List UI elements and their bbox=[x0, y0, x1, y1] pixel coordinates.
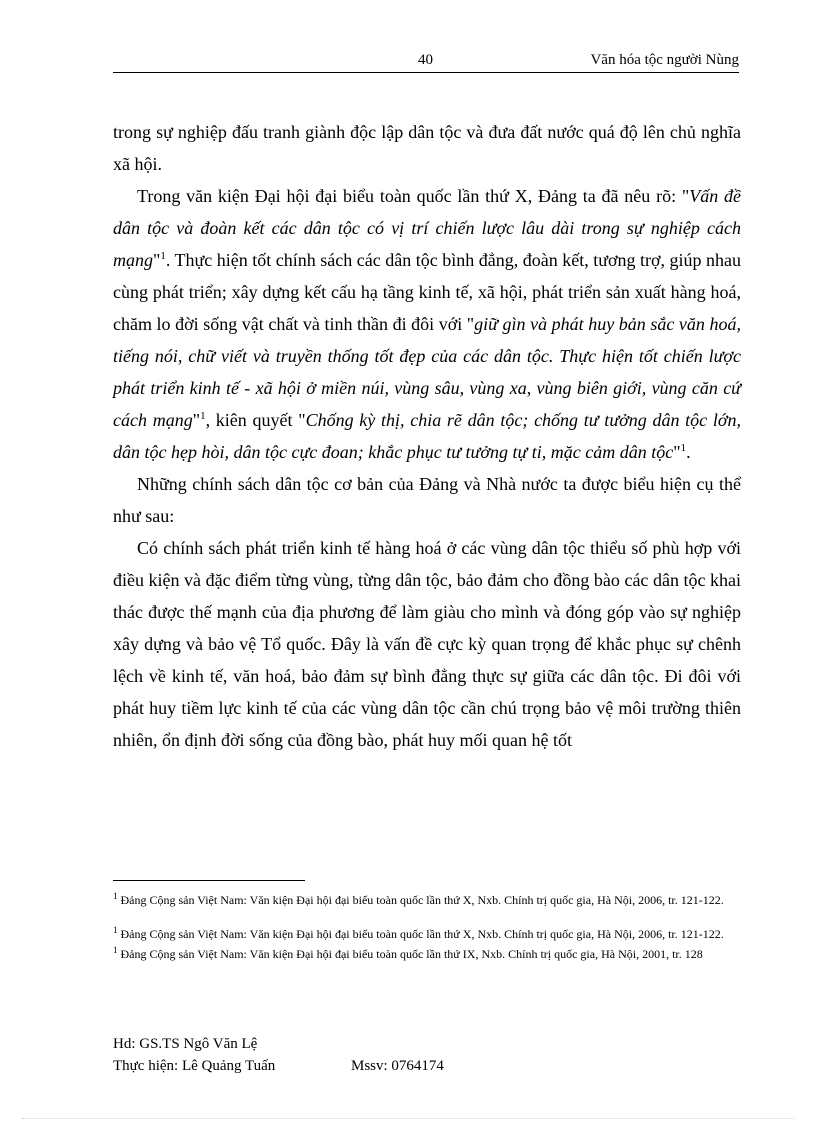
paragraph-4: Có chính sách phát triển kinh tế hàng hoá ở các vùng dân tộc thiểu số phù hợp với điều kiện và đặc điểm từng vùng, từng dân tộc, bảo đảm cho đồng bào các dân tộc khai thác được thế mạnh của địa phương để làm giàu cho mình và đóng góp vào sự nghiệp xây dựng và bảo vệ Tổ quốc. Đây là vấn đề cực kỳ quan trọng để khắc phục sự chênh lệch về kinh tế, văn hoá, bảo đảm sự bình đẳng thực sự giữa các dân tộc. Đi đôi với phát huy tiềm lực kinh tế của các vùng dân tộc cần chú trọng bảo vệ môi trường thiên nhiên, ổn định đời sống của đồng bào, phát huy mối quan hệ tốt bbox=[113, 538, 741, 750]
p2-quote-3: Chống kỳ thị, chia rẽ dân tộc; chống tư tưởng dân tộc lớn, dân tộc hẹp hòi, dân tộc cực đoan; khắc phục tư tưởng tự ti, mặc cảm dân tộc bbox=[113, 410, 741, 462]
p2-text-6: " bbox=[673, 442, 681, 462]
footnote-separator bbox=[113, 880, 305, 881]
page-footer bbox=[113, 1033, 444, 1077]
footnote-2-mark: 1 bbox=[113, 925, 118, 935]
page-number: 40 bbox=[418, 52, 433, 68]
p2-text-4: " bbox=[192, 410, 201, 430]
footnote-1-text: Đảng Cộng sản Việt Nam: Văn kiện Đại hội đại biểu toàn quốc lần thứ X, Nxb. Chính trị quốc gia, Hà Nội, 2006, tr. 121-122. bbox=[120, 893, 724, 907]
page-header bbox=[113, 52, 739, 73]
footnote-ref-2: 1 bbox=[200, 410, 206, 422]
footnotes bbox=[113, 888, 741, 962]
p2-text-1: Trong văn kiện Đại hội đại biểu toàn quốc lần thứ X, Đảng ta đã nêu rõ: " bbox=[137, 186, 690, 206]
footnote-2-text: Đảng Cộng sản Việt Nam: Văn kiện Đại hội đại biểu toàn quốc lần thứ X, Nxb. Chính trị quốc gia, Hà Nội, 2006, tr. 121-122. bbox=[120, 927, 724, 941]
author-line: Thực hiện: Lê Quảng Tuấn bbox=[113, 1058, 276, 1074]
footnote-3 bbox=[113, 942, 741, 962]
footnote-ref-3: 1 bbox=[680, 442, 687, 454]
paragraph-3: Những chính sách dân tộc cơ bản của Đảng và Nhà nước ta được biểu hiện cụ thể như sau: bbox=[113, 474, 741, 526]
p2-text-5: , kiên quyết " bbox=[205, 410, 306, 430]
paragraph-2 bbox=[113, 180, 741, 468]
footnote-3-mark: 1 bbox=[113, 945, 118, 955]
footnote-1 bbox=[113, 888, 741, 908]
footnote-ref-1: 1 bbox=[160, 250, 166, 262]
p2-text-7: . bbox=[686, 442, 691, 462]
paragraph-1: trong sự nghiệp đấu tranh giành độc lập dân tộc và đưa đất nước quá độ lên chủ nghĩa xã hội. bbox=[113, 122, 741, 174]
footnote-3-text: Đảng Cộng sản Việt Nam: Văn kiện Đại hội đại biểu toàn quốc lần thứ IX, Nxb. Chính trị quốc gia, Hà Nội, 2001, tr. 128 bbox=[120, 947, 703, 961]
advisor-line: Hd: GS.TS Ngô Văn Lệ bbox=[113, 1036, 258, 1052]
p2-quote-2: giữ gìn và phát huy bản sắc văn hoá, tiếng nói, chữ viết và truyền thống tốt đẹp của các dân tộc. Thực hiện tốt chiến lược phát triển kinh tế - xã hội ở miền núi, vùng sâu, vùng xa, vùng biên giới, vùng căn cứ cách mạng bbox=[113, 314, 741, 430]
student-id: Mssv: 0764174 bbox=[351, 1058, 444, 1074]
p2-quote-1: Vấn đề dân tộc và đoàn kết các dân tộc có vị trí chiến lược lâu dài trong sự nghiệp cách mạng bbox=[113, 186, 741, 270]
main-content bbox=[113, 116, 741, 756]
running-title: Văn hóa tộc người Nùng bbox=[590, 52, 739, 68]
footnote-1-mark: 1 bbox=[113, 891, 118, 901]
p2-text-2: " bbox=[153, 250, 161, 270]
page-edge-line bbox=[22, 1118, 794, 1119]
footnote-2 bbox=[113, 922, 741, 942]
p2-text-3: . Thực hiện tốt chính sách các dân tộc bình đẳng, đoàn kết, tương trợ, giúp nhau cùng phát triển; xây dựng kết cấu hạ tầng kinh tế, xã hội, phát triển sản xuất hàng hoá, chăm lo đời sống vật chất và tinh thần đi đôi với " bbox=[113, 250, 741, 334]
